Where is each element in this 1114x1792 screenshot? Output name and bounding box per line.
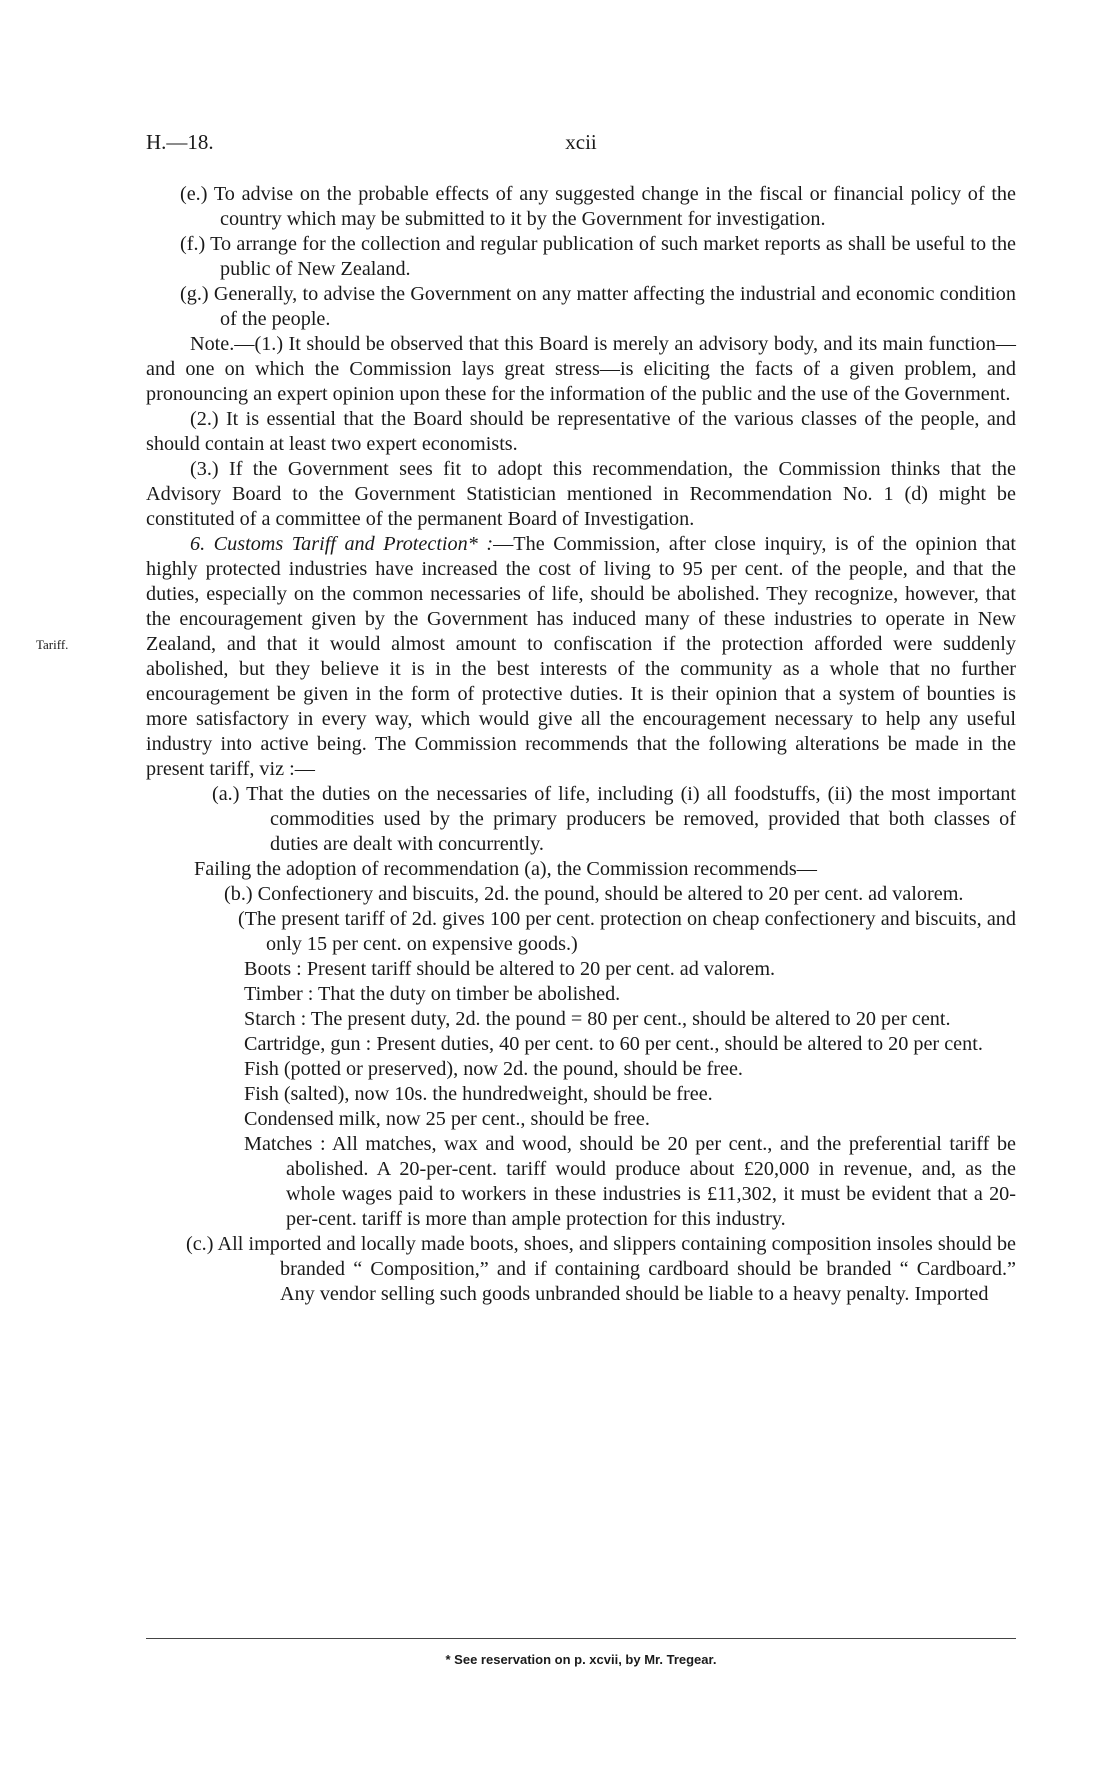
tariff-line-boots: Boots : Present tariff should be altered to 20 per cent. ad valorem. (244, 958, 776, 980)
tariff-line-cartridge: Cartridge, gun : Present duties, 40 per cent. to 60 per cent., should be altered to 20 per cent. (244, 1033, 983, 1055)
item-b-note: (The present tariff of 2d. gives 100 per cent. protection on cheap confectionery and biscuits, and only 15 per cent. on expensive goods.) (238, 908, 1016, 955)
item-g: (g.) Generally, to advise the Government on any matter affecting the industrial and economic condition of the people. (180, 283, 1016, 330)
note-1: Note.—(1.) It should be observed that this Board is merely an advisory body, and its main function—and one on which the Commission lays great stress—is eliciting the facts of a given problem, and pronouncing an expert opinion upon these for the information of the public and the use of the Government. (146, 333, 1016, 405)
document-reference: H.—18. (146, 130, 214, 154)
footnote: * See reservation on p. xcvii, by Mr. Tregear. (445, 1652, 717, 1667)
tariff-heading: 6. Customs Tariff and Protection* : (190, 533, 494, 555)
tariff-line-starch: Starch : The present duty, 2d. the pound = 80 per cent., should be altered to 20 per cent. (244, 1008, 951, 1030)
note-3: (3.) If the Government sees fit to adopt this recommendation, the Commission thinks that the Advisory Board to the Government Statistician mentioned in Recommendation No. 1 (d) might be constituted of a committee of the permanent Board of Investigation. (146, 458, 1016, 530)
tariff-line-timber: Timber : That the duty on timber be abolished. (244, 983, 621, 1005)
page-header (146, 130, 1016, 156)
tariff-line-fish-salted: Fish (salted), now 10s. the hundredweight, should be free. (244, 1083, 713, 1105)
note-2: (2.) It is essential that the Board should be representative of the various classes of the people, and should contain at least two expert economists. (146, 408, 1016, 455)
document-body (146, 182, 1016, 1307)
tariff-paragraph (146, 532, 1016, 782)
footnote-divider (146, 1638, 1016, 1639)
item-b: (b.) Confectionery and biscuits, 2d. the pound, should be altered to 20 per cent. ad valorem. (224, 883, 964, 905)
item-c: (c.) All imported and locally made boots, shoes, and slippers containing composition insoles should be branded “ Composition,” and if containing cardboard should be branded “ Cardboard.” Any vendor selling such goods unbranded should be liable to a heavy penalty. Imported (186, 1233, 1016, 1305)
tariff-line-condensed-milk: Condensed milk, now 25 per cent., should be free. (244, 1108, 650, 1130)
margin-note-tariff: Tariff. (36, 637, 69, 652)
page-number: xcii (565, 130, 597, 154)
item-e: (e.) To advise on the probable effects of any suggested change in the fiscal or financial policy of the country which may be submitted to it by the Government for investigation. (180, 183, 1016, 230)
item-f: (f.) To arrange for the collection and regular publication of such market reports as shall be useful to the public of New Zealand. (180, 233, 1016, 280)
item-a: (a.) That the duties on the necessaries of life, including (i) all foodstuffs, (ii) the most important commodities used by the primary producers be removed, provided that both classes of duties are dealt with concurrently. (212, 783, 1016, 855)
failing-clause: Failing the adoption of recommendation (a), the Commission recommends— (194, 858, 817, 880)
tariff-line-matches: Matches : All matches, wax and wood, should be 20 per cent., and the preferential tariff be abolished. A 20-per-cent. tariff would produce about £20,000 in revenue, and, as the whole wages paid to workers in these industries is £11,302, it must be evident that a 20-per-cent. tariff is more than ample protection for this industry. (244, 1133, 1016, 1230)
tariff-line-fish-potted: Fish (potted or preserved), now 2d. the pound, should be free. (244, 1058, 743, 1080)
tariff-text: —The Commission, after close inquiry, is of the opinion that highly protected industries have increased the cost of living to 95 per cent. of the people, and that the duties, especially on the common necessaries of life, should be abolished. They recognize, however, that the encouragement given by the Government has induced many of these industries to operate in New Zealand, and that it would almost amount to confiscation if the protection afforded were suddenly abolished, but they believe it is in the best interests of the community as a whole that no further encouragement be given in the form of protective duties. It is their opinion that a system of bounties is more satisfactory in every way, which would give all the encouragement necessary to help any useful industry into active being. The Commission recommends that the following alterations be made in the present tariff, viz :— (146, 533, 1017, 780)
